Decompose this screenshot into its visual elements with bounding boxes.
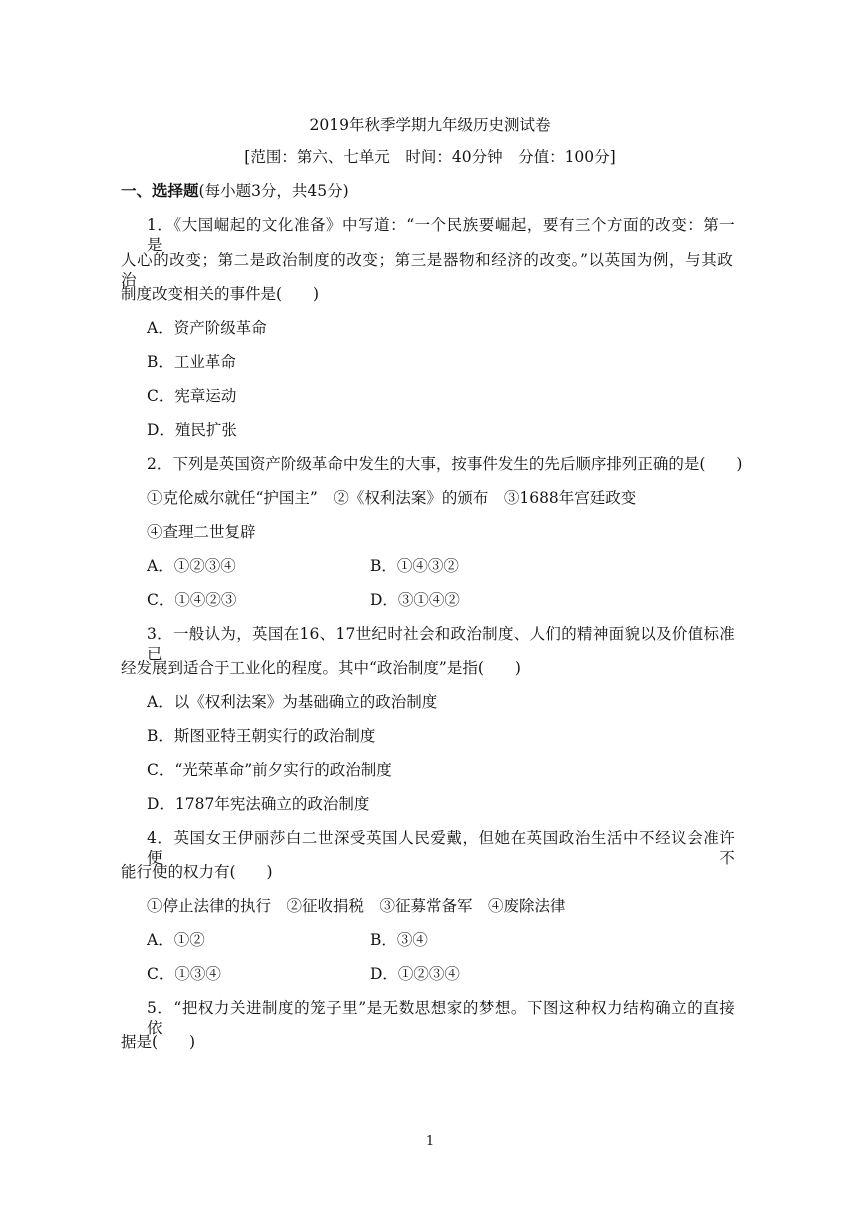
section-title: 一、选择题	[121, 181, 199, 200]
question-1-line-1: 1．《大国崛起的文化准备》中写道：“一个民族要崛起，要有三个方面的改变：第一是	[147, 216, 735, 254]
question-4-line-3: ①停止法律的执行 ②征收捐税 ③征募常备军 ④废除法律	[147, 897, 566, 915]
question-4-line-1: 4．英国女王伊丽莎白二世深受英国人民爱戴，但她在英国政治生活中不经议会准许便不	[147, 829, 735, 867]
question-3-line-1: 3．一般认为，英国在16、17世纪时社会和政治制度、人们的精神面貌以及价值标准已	[147, 625, 735, 663]
exam-scope: [范围：第六、七单元 时间：40分钟 分值：100分]	[244, 148, 616, 166]
question-2-line-3: ④查理二世复辟	[147, 523, 256, 541]
question-2-option-a[interactable]: A．①②③④	[147, 557, 236, 575]
question-4-option-b[interactable]: B．③④	[370, 931, 428, 949]
question-4-option-a[interactable]: A．①②	[147, 931, 205, 949]
question-3-option-a[interactable]: A．以《权利法案》为基础确立的政治制度	[147, 693, 438, 711]
question-2-line-1: 2．下列是英国资产阶级革命中发生的大事，按事件发生的先后顺序排列正确的是( )	[147, 455, 743, 473]
question-2-option-d[interactable]: D．③①④②	[370, 591, 460, 609]
question-5-line-1: 5．“把权力关进制度的笼子里”是无数思想家的梦想。下图这种权力结构确立的直接依	[147, 999, 735, 1037]
question-5-line-2: 据是( )	[121, 1033, 196, 1051]
section-heading	[121, 181, 349, 201]
question-3-line-2: 经发展到适合于工业化的程度。其中“政治制度”是指( )	[121, 659, 521, 677]
question-1-option-b[interactable]: B．工业革命	[147, 353, 236, 371]
section-note: (每小题3分，共45分)	[198, 182, 349, 200]
question-1-option-d[interactable]: D．殖民扩张	[147, 421, 237, 439]
question-1-option-c[interactable]: C．宪章运动	[147, 387, 237, 405]
question-3-option-c[interactable]: C．“光荣革命”前夕实行的政治制度	[147, 761, 392, 779]
question-4-line-2: 能行使的权力有( )	[121, 863, 273, 881]
question-2-option-b[interactable]: B．①④③②	[370, 557, 459, 575]
question-4-option-d[interactable]: D．①②③④	[370, 965, 460, 983]
question-3-option-d[interactable]: D．1787年宪法确立的政治制度	[147, 795, 370, 813]
exam-title: 2019年秋季学期九年级历史测试卷	[309, 116, 551, 134]
question-2-line-2: ①克伦威尔就任“护国主” ②《权利法案》的颁布 ③1688年宫廷政变	[147, 489, 637, 507]
question-1-line-2: 人心的改变；第二是政治制度的改变；第三是器物和经济的改变。”以英国为例，与其政治	[121, 251, 733, 289]
question-1-option-a[interactable]: A．资产阶级革命	[147, 319, 267, 337]
question-3-option-b[interactable]: B．斯图亚特王朝实行的政治制度	[147, 727, 376, 745]
question-4-option-c[interactable]: C．①③④	[147, 965, 221, 983]
question-1-line-3: 制度改变相关的事件是( )	[121, 285, 320, 303]
question-2-option-c[interactable]: C．①④②③	[147, 591, 237, 609]
page-number: 1	[425, 1134, 435, 1149]
